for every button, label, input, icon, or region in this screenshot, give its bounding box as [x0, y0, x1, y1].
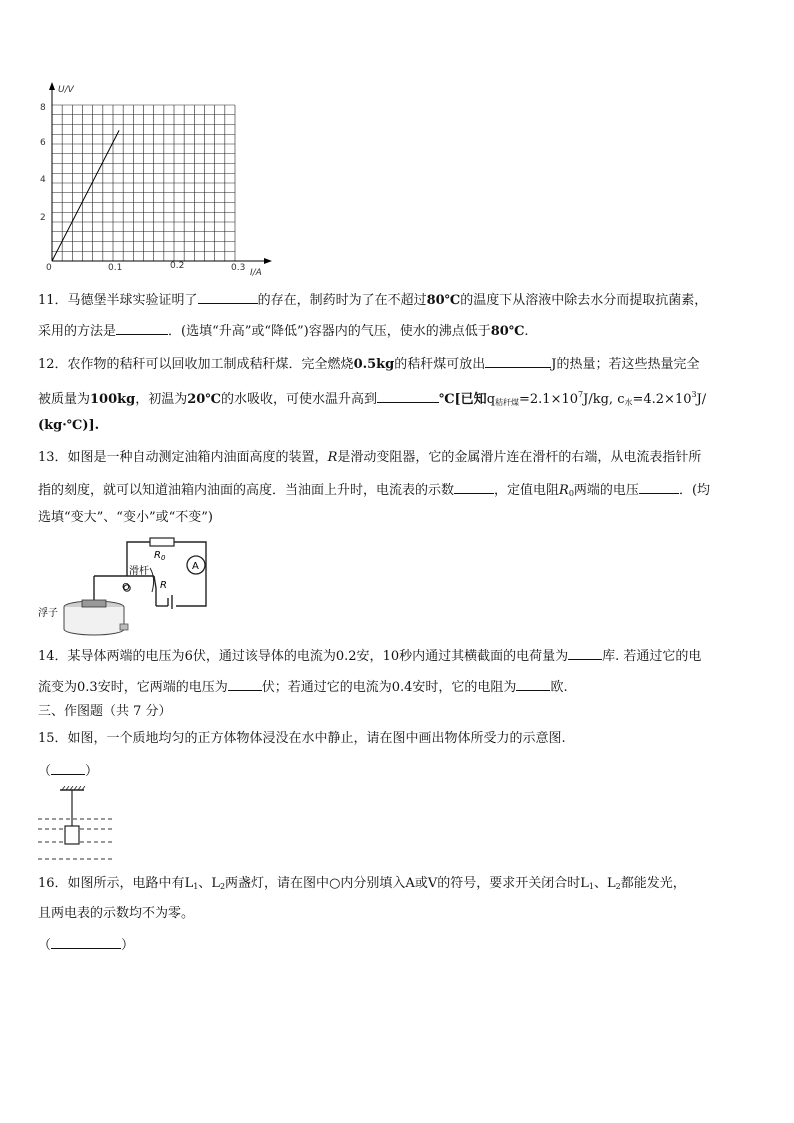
- q13-rod-label: 滑杆: [129, 566, 149, 577]
- q16-v-sym: V: [427, 876, 438, 891]
- q16-text-f: 都能发光，: [620, 876, 686, 891]
- q15-answer-blank[interactable]: [51, 762, 85, 775]
- q16-text-c: 内分别填入: [340, 876, 406, 891]
- graph-grid: [52, 105, 235, 261]
- q12-text-a: 农作物的秸秆可以回收加工制成秸秆煤．完全燃烧: [67, 357, 354, 372]
- q14-line-1: [38, 647, 701, 665]
- q14-text-c: 安，: [356, 649, 383, 664]
- q16-answer-blank[interactable]: [51, 936, 121, 949]
- x-tick-label: 0.1: [108, 263, 123, 273]
- q12-text-g: 的水吸收，可使水温升高到: [220, 392, 377, 407]
- q13-figure-svg: [36, 536, 216, 640]
- q12-text-b: 的秸秆煤可放出: [394, 357, 486, 372]
- q14-text-h: 伏；若通过它的电流为: [261, 680, 392, 695]
- q15-answer: [38, 762, 98, 780]
- q11-text-a: 马德堡半球实验证明了: [67, 293, 198, 308]
- y-tick-label: 8: [40, 103, 46, 113]
- q12-line-1: [38, 355, 700, 373]
- q13-ammeter-label: A: [192, 561, 199, 572]
- q13-line-1: [38, 450, 701, 466]
- q13-rheostat: [154, 576, 156, 606]
- q16-l1b: L: [580, 876, 589, 891]
- q12-text-f: ，初温为: [135, 392, 188, 407]
- q12-line-3: [38, 418, 99, 434]
- q16-l1b-sub: 1: [588, 882, 594, 891]
- q16-a-sym: A: [405, 876, 415, 891]
- q13-float-label: 浮子: [38, 608, 58, 619]
- q12-q-value: =2.1×10: [519, 392, 579, 407]
- q11-number: 11．: [38, 293, 68, 308]
- y-tick-label: 4: [40, 175, 46, 185]
- q16-line-2: [38, 906, 194, 922]
- q14-t: 10: [382, 649, 400, 664]
- q12-line-2: [38, 387, 706, 411]
- section-3-title: [38, 704, 172, 720]
- q11-line-1: [38, 291, 707, 309]
- q13-line-2: [38, 481, 710, 502]
- q16-sep: 、: [198, 876, 212, 891]
- q13-blank-1[interactable]: [454, 481, 494, 494]
- q14-text-b: 伏，通过该导体的电流为: [192, 649, 336, 664]
- q12-mass-2: 100kg: [90, 392, 136, 407]
- q16-paren-open: （: [38, 938, 52, 953]
- q13-text-d: ，定值电阻: [494, 483, 560, 498]
- q14-text-e: 库. 若通过它的电: [602, 649, 702, 664]
- q13-text-g: 选填“变大”、“变小”或“不变”): [38, 510, 213, 525]
- q16-number: 16．: [38, 876, 68, 891]
- q12-text-c: J: [551, 357, 557, 372]
- q12-blank-2[interactable]: [377, 390, 439, 403]
- q15-paren-close: ）: [85, 764, 99, 779]
- q16-l2b-sub: 2: [615, 882, 621, 891]
- q12-c-exp: 3: [691, 390, 697, 399]
- q14-text-j: 欧.: [550, 680, 568, 695]
- q16-text-b: 两盏灯，请在图中: [225, 876, 330, 891]
- q12-q-sub: 秸秆煤: [495, 398, 520, 407]
- q13-r-symbol: R: [327, 450, 338, 465]
- q13-blank-2[interactable]: [639, 481, 679, 494]
- q14-i3: 0.4: [391, 680, 413, 695]
- q15-paren-open: （: [38, 764, 52, 779]
- q11-text-f: .: [524, 324, 529, 339]
- origin-label: 0: [46, 263, 52, 273]
- q14-blank-2[interactable]: [228, 678, 262, 691]
- q13-tank: [64, 607, 124, 635]
- q11-text-d: 采用的方法是: [38, 324, 117, 339]
- q12-c-symbol: c: [617, 392, 625, 407]
- q13-text-c: 指的刻度，就可以知道油箱内油面的高度．当油面上升时，电流表的示数: [38, 483, 455, 498]
- y-tick-label: 6: [40, 138, 46, 148]
- q14-text-i: 安时，它的电阻为: [412, 680, 517, 695]
- q14-i2: 0.3: [77, 680, 98, 695]
- section-3-title-text: 三、作图题（共 7 分）: [38, 704, 172, 719]
- q15-figure-svg: [36, 786, 118, 866]
- q15-line-1: [38, 731, 566, 747]
- q14-blank-3[interactable]: [516, 678, 550, 691]
- q13-pivot-label: O: [122, 582, 130, 593]
- q13-text-f: ．(均: [678, 483, 711, 498]
- q13-text-a: 如图是一种自动测定油箱内油面高度的装置，: [67, 450, 328, 465]
- q16-l2: L: [211, 876, 220, 891]
- q16-paren-close: ）: [121, 938, 135, 953]
- q13-oil-tank-figure: [36, 536, 216, 640]
- q13-text-b: 是滑动变阻器，它的金属滑片连在滑杆的右端，从电流表指针所: [337, 450, 702, 465]
- q14-v1: 6: [184, 649, 193, 664]
- q16-line-1: [38, 876, 686, 895]
- q14-number: 14．: [38, 649, 68, 664]
- y-tick-label: 2: [40, 213, 46, 223]
- x-axis-arrow-icon: [264, 258, 272, 264]
- y-axis-arrow-icon: [49, 82, 55, 90]
- q14-text-g: 安时，它两端的电压为: [97, 680, 228, 695]
- q11-text-c: 的温度下从溶液中除去水分而提取抗菌素，: [460, 293, 708, 308]
- x-tick-label: 0.2: [170, 261, 185, 271]
- q12-text-d: 的热量；若这些热量完全: [556, 357, 700, 372]
- q16-l1-sub: 1: [193, 882, 199, 891]
- q13-slider-arc: [150, 568, 154, 592]
- y-axis-label: U/V: [58, 85, 74, 95]
- q14-text-f: 流变为: [38, 680, 78, 695]
- q12-c-unit: J/: [696, 392, 707, 407]
- q16-text-a: 如图所示，电路中有: [67, 876, 185, 891]
- q16-text-d: 或: [414, 876, 428, 891]
- q11-text-b: 的存在，制药时为了在不超过: [257, 293, 427, 308]
- q13-line-3: [38, 510, 213, 526]
- q12-unit-end: (kg·℃)].: [38, 418, 100, 433]
- q14-i1: 0.2: [335, 649, 357, 664]
- q13-text-e: 两端的电压: [573, 483, 639, 498]
- q16-answer: [38, 936, 134, 954]
- q16-l2-sub: 2: [219, 882, 226, 891]
- q12-text-e: 被质量为: [38, 392, 91, 407]
- q15-figure: [36, 786, 118, 866]
- q12-q-unit: J/kg,: [583, 392, 614, 407]
- q12-text-h: ℃[已知: [438, 392, 487, 407]
- q12-blank-1[interactable]: [485, 355, 551, 368]
- q12-temp: 20℃: [187, 392, 221, 407]
- q13-resistor-r0: [150, 538, 174, 546]
- x-tick-label: 0.3: [231, 263, 246, 273]
- q11-temp-1: 80℃: [426, 293, 461, 308]
- q13-r0-sub: 0: [568, 489, 574, 498]
- q16-text-e: 的符号，要求开关闭合时: [437, 876, 581, 891]
- q14-text-d: 秒内通过其横截面的电荷量为: [399, 649, 569, 664]
- q14-text-a: 某导体两端的电压为: [67, 649, 185, 664]
- q16-sep-b: 、: [593, 876, 607, 891]
- q13-float-icon: [82, 600, 106, 607]
- q16-text-g: 且两电表的示数均不为零。: [38, 906, 195, 921]
- q12-q-exp: 7: [578, 390, 584, 399]
- q12-q-symbol: q: [486, 392, 496, 407]
- q11-blank-1[interactable]: [198, 291, 258, 304]
- q13-r-label: R: [160, 580, 167, 591]
- q11-temp-2: 80℃: [490, 324, 525, 339]
- q16-circle: ○: [329, 876, 341, 891]
- q13-r0-symbol: R: [559, 483, 569, 498]
- q12-c-sub: 水: [624, 398, 633, 407]
- q15-text: 如图，一个质地均匀的正方体物体浸没在水中静止，请在图中画出物体所受力的示意图.: [67, 731, 566, 746]
- q16-l2b: L: [606, 876, 616, 891]
- x-axis-label: I/A: [250, 268, 262, 278]
- q11-text-e: ．(选填“升高”或“降低”)容器内的气压，使水的沸点低于: [168, 324, 491, 339]
- q15-number: 15．: [38, 731, 68, 746]
- q14-line-2: [38, 678, 568, 696]
- q12-mass-1: 0.5kg: [353, 357, 395, 372]
- q13-r0-label: $R_0$: [154, 550, 166, 562]
- u-i-graph-svg: [28, 78, 278, 278]
- q12-c-value: =4.2×10: [632, 392, 692, 407]
- q13-number: 13．: [38, 450, 68, 465]
- q11-line-2: [38, 322, 529, 340]
- q11-blank-2[interactable]: [116, 322, 168, 335]
- q14-blank-1[interactable]: [568, 647, 602, 660]
- q15-cube: [65, 826, 79, 844]
- q12-number: 12．: [38, 357, 68, 372]
- q13-valve-icon: [120, 624, 128, 630]
- u-i-graph: [28, 78, 278, 278]
- q16-l1: L: [184, 876, 194, 891]
